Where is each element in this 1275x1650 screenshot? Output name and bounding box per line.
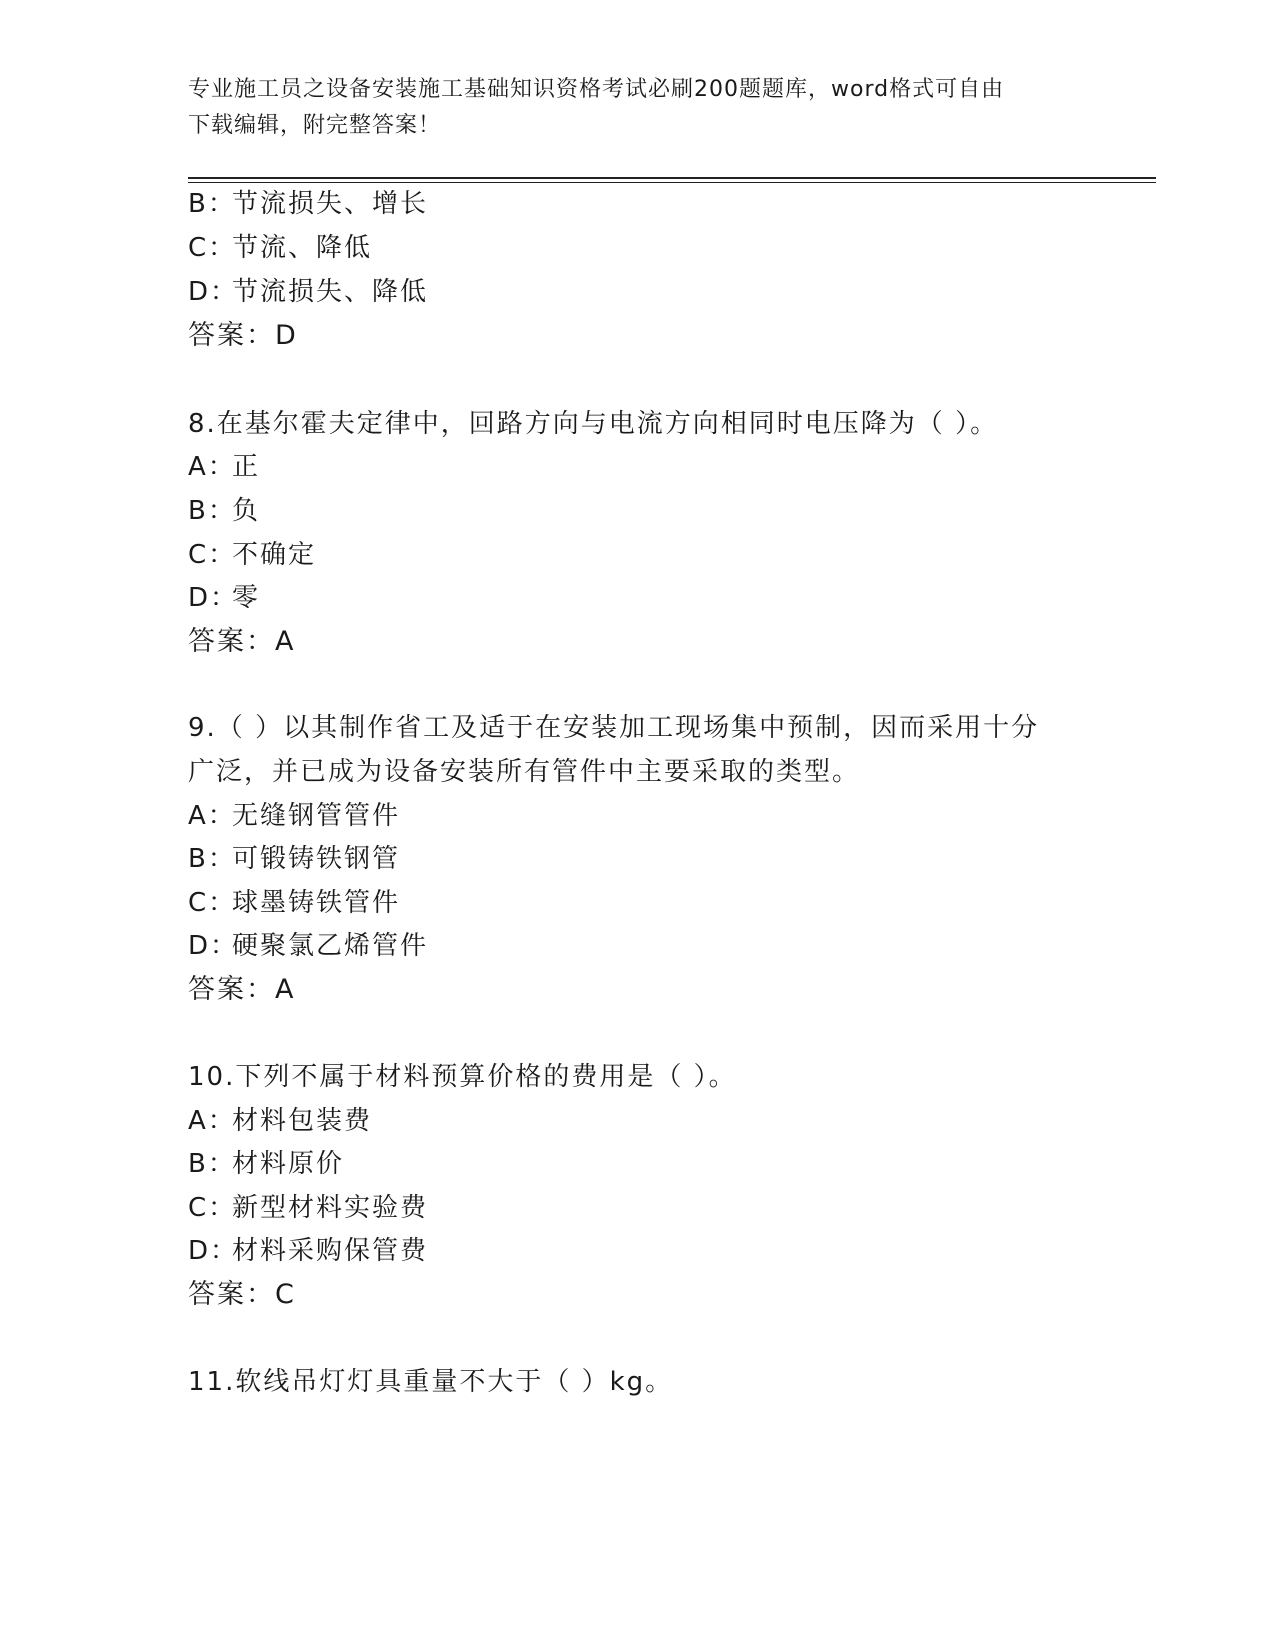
q8-answer: 答案：A — [188, 626, 296, 657]
q9-stem-line-1: 9.（ ）以其制作省工及适于在安装加工现场集中预制，因而采用十分 — [188, 713, 1040, 743]
header-divider-thick — [188, 177, 1156, 179]
option-text: 零 — [232, 583, 261, 613]
option-text: 材料包装费 — [232, 1106, 373, 1136]
option-label: B： — [188, 496, 236, 526]
q7-answer: 答案：D — [188, 320, 298, 351]
q10-option-b — [188, 1148, 344, 1180]
option-label: A： — [188, 452, 236, 482]
option-label: B： — [188, 189, 236, 219]
q10-stem: 10.下列不属于材料预算价格的费用是（ ）。 — [188, 1062, 737, 1092]
header-title-line-2: 下载编辑，附完整答案！ — [188, 113, 442, 138]
q9-option-a — [188, 800, 400, 832]
q10-answer: 答案：C — [188, 1279, 296, 1310]
option-text: 材料采购保管费 — [232, 1236, 429, 1266]
option-text: 无缝钢管管件 — [232, 801, 401, 831]
option-label: B： — [188, 844, 236, 874]
document-header — [188, 72, 1068, 144]
q8-option-c — [188, 539, 316, 571]
option-label: A： — [188, 801, 236, 831]
option-label: B： — [188, 1149, 236, 1179]
q9-option-b — [188, 843, 400, 875]
option-text: 硬聚氯乙烯管件 — [232, 931, 429, 961]
option-text: 负 — [232, 496, 261, 526]
option-label: C： — [188, 888, 237, 918]
option-label: C： — [188, 233, 237, 263]
option-text: 不确定 — [232, 540, 317, 570]
q8-option-d — [188, 582, 260, 614]
q10-option-a — [188, 1105, 372, 1137]
q8-stem: 8.在基尔霍夫定律中，回路方向与电流方向相同时电压降为（ ）。 — [188, 409, 999, 439]
option-text: 节流损失、增长 — [232, 189, 429, 219]
header-divider-thin — [188, 182, 1156, 183]
option-text: 材料原价 — [232, 1149, 345, 1179]
option-text: 正 — [232, 452, 261, 482]
option-text: 球墨铸铁管件 — [232, 888, 401, 918]
q10-option-d — [188, 1235, 428, 1267]
q11-stem: 11.软线吊灯灯具重量不大于（ ）kg。 — [188, 1367, 674, 1397]
header-title-line-1: 专业施工员之设备安装施工基础知识资格考试必刷200题题库，word格式可自由 — [188, 77, 1005, 102]
q7-option-b — [188, 188, 428, 220]
q8-option-b — [188, 495, 260, 527]
q10-option-c — [188, 1192, 428, 1224]
q9-stem-line-2: 广泛，并已成为设备安装所有管件中主要采取的类型。 — [188, 757, 861, 787]
option-label: C： — [188, 540, 237, 570]
option-label: D： — [188, 277, 239, 307]
q9-option-d — [188, 930, 428, 962]
option-label: A： — [188, 1106, 236, 1136]
option-text: 新型材料实验费 — [232, 1193, 429, 1223]
q7-option-c — [188, 232, 372, 264]
option-text: 可锻铸铁钢管 — [232, 844, 401, 874]
option-label: D： — [188, 1236, 239, 1266]
option-text: 节流、降低 — [232, 233, 373, 263]
q9-option-c — [188, 887, 400, 919]
q7-option-d — [188, 276, 428, 308]
option-text: 节流损失、降低 — [232, 277, 429, 307]
q9-answer: 答案：A — [188, 974, 296, 1005]
option-label: C： — [188, 1193, 237, 1223]
option-label: D： — [188, 931, 239, 961]
option-label: D： — [188, 583, 239, 613]
q8-option-a — [188, 451, 260, 483]
